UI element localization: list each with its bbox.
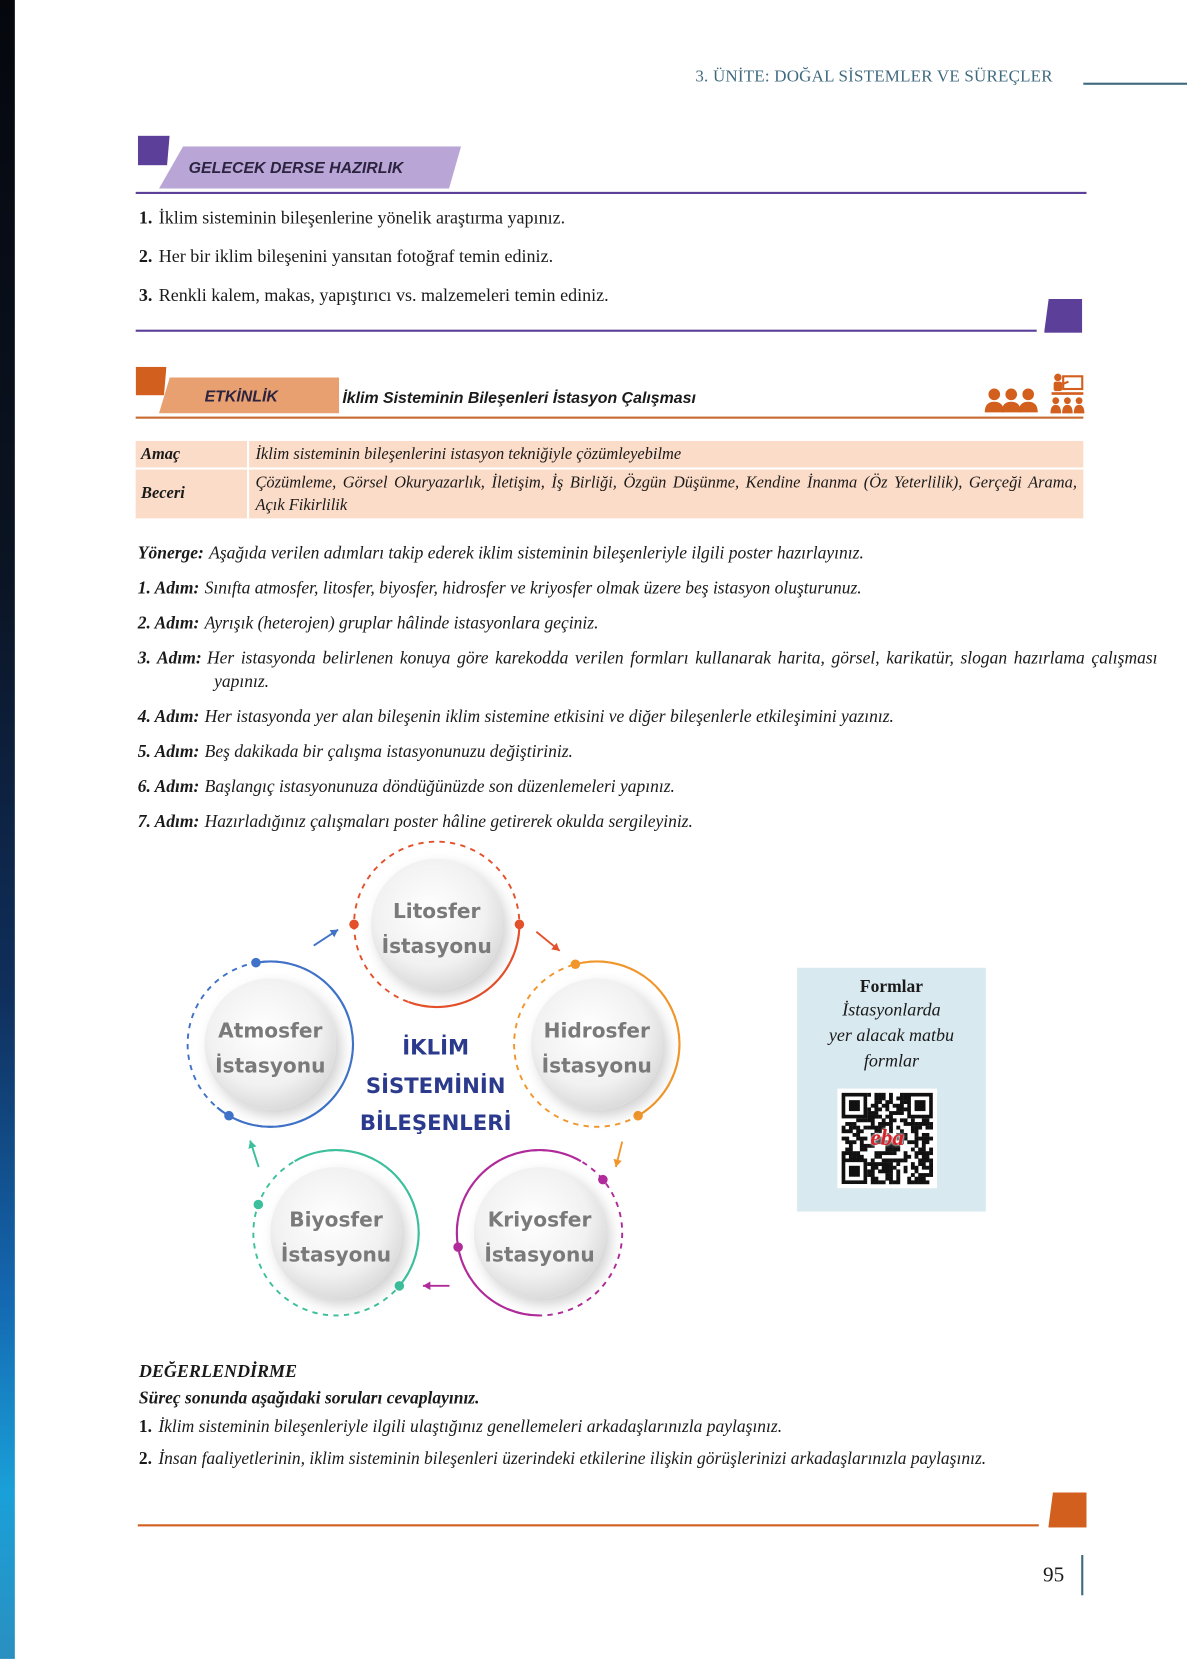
unit-header: 3. ÜNİTE: DOĞAL SİSTEMLER VE SÜREÇLER: [695, 67, 1053, 86]
item-number: 3.: [138, 285, 153, 306]
station-ring-dot: [515, 920, 525, 930]
step-text: Hazırladığınız çalışmaları poster hâline getirerek okulda sergileyiniz.: [204, 810, 693, 832]
item-number: 1.: [138, 207, 153, 228]
evaluation-item: [139, 1416, 1082, 1437]
eba-logo: eba: [870, 1123, 905, 1151]
station-disc: [270, 1167, 401, 1298]
step-label: 3. Adım:: [137, 647, 202, 668]
station-disc: [474, 1167, 605, 1298]
activity-label: ETKİNLİK: [204, 387, 278, 406]
step-text: Her istasyonda belirlenen konuya göre karekodda verilen formları kullanarak harita, görsel, karikatür, slogan hazırlama çalışması yapınız.: [206, 647, 1158, 692]
station-ring-dot: [571, 959, 581, 969]
step-label: 7. Adım:: [137, 810, 200, 832]
forms-desc-line: İstasyonlarda: [842, 999, 941, 1020]
step-label: 2. Adım:: [137, 612, 200, 633]
preparation-title: GELECEK DERSE HAZIRLIK: [188, 158, 404, 178]
step-label: 6. Adım:: [137, 775, 200, 797]
item-text: İklim sisteminin bileşenleriyle ilgili ulaştığınız genellemeleri arkadaşlarınızla paylaşınız.: [158, 1416, 783, 1437]
flow-arrow-icon: [314, 930, 338, 946]
item-text: İklim sisteminin bileşenlerine yönelik araştırma yapınız.: [158, 207, 566, 228]
station-ring-dot: [453, 1242, 463, 1252]
step-text: Sınıfta atmosfer, litosfer, biyosfer, hidrosfer ve kriyosfer olmak üzere beş istasyon oluşturunuz.: [204, 577, 862, 598]
instruction-label: Yönerge:: [137, 542, 204, 563]
item-text: İnsan faaliyetlerinin, iklim sisteminin bileşenleri üzerindeki etkilerine ilişkin görüşlerinizi arkadaşlarınızla paylaşınız.: [158, 1447, 987, 1469]
station-label: Hidrosfer: [543, 1018, 650, 1043]
divider: [138, 1524, 1039, 1526]
activity-title: İklim Sisteminin Bileşenleri İstasyon Çalışması: [342, 389, 696, 408]
instruction-text: Aşağıda verilen adımları takip ederek iklim sisteminin bileşenleriyle ilgili poster hazırlayınız.: [209, 542, 864, 563]
station-ring-dot: [251, 958, 261, 968]
station-label: İstasyonu: [280, 1242, 392, 1267]
evaluation-subtitle: Süreç sonunda aşağıdaki soruları cevaplayınız.: [138, 1387, 480, 1408]
station-ring-dot: [633, 1111, 643, 1121]
station-ring-dot: [254, 1200, 264, 1210]
flow-arrow-icon: [423, 1282, 450, 1290]
row-value: Çözümleme, Görsel Okuryazarlık, İletişim, İş Birliği, Özgün Düşünme, Kendine İnanma (Öz Yeterlilik), Gerçeği Arama, Açık Fikirlilik: [255, 473, 1077, 515]
station-atmosfer: [188, 958, 353, 1127]
flow-arrow-icon: [248, 1141, 258, 1168]
row-label: Beceri: [136, 470, 249, 519]
section-end-marker: [1048, 1492, 1086, 1527]
station-litosfer: [349, 842, 524, 1007]
evaluation-title: DEĞERLENDİRME: [138, 1361, 298, 1382]
station-label: Litosfer: [392, 898, 481, 923]
step-text: Her istasyonda yer alan bileşenin iklim sistemine etkisini ve diğer bileşenlerle etkileşimini yazınız.: [204, 705, 894, 727]
step-label: 1. Adım:: [137, 577, 200, 598]
flow-arrow-icon: [614, 1142, 623, 1167]
station-label: İstasyonu: [381, 933, 492, 958]
item-text: Renkli kalem, makas, yapıştırıcı vs. malzemeleri temin ediniz.: [158, 285, 609, 306]
station-label: Kriyosfer: [487, 1207, 592, 1232]
step-text: Ayrışık (heterojen) gruplar hâlinde istasyonlara geçiniz.: [204, 612, 599, 633]
station-hidrosfer: [514, 959, 679, 1126]
page-number-rule: [1081, 1555, 1083, 1595]
step-text: Başlangıç istasyonunuza döndüğünüzde son düzenlemeleri yapınız.: [204, 775, 675, 797]
station-label: İstasyonu: [541, 1053, 652, 1078]
station-label: Biyosfer: [289, 1207, 383, 1232]
step-label: 4. Adım:: [137, 705, 200, 727]
forms-desc-line: yer alacak matbu: [828, 1025, 955, 1046]
item-text: Her bir iklim bileşenini yansıtan fotoğraf temin ediniz.: [158, 245, 554, 267]
station-kriyosfer: [453, 1150, 622, 1315]
station-ring-dot: [224, 1111, 234, 1121]
qr-code[interactable]: [837, 1089, 937, 1189]
page-number: 95: [1043, 1563, 1065, 1587]
row-value: İklim sisteminin bileşenlerini istasyon tekniğiyle çözümleyebilme: [255, 445, 682, 464]
station-disc: [205, 978, 336, 1109]
step-label: 5. Adım:: [137, 740, 200, 762]
station-biyosfer: [253, 1150, 418, 1315]
diagram-center-line: SİSTEMİNİN: [365, 1072, 506, 1098]
forms-qr-box: [797, 968, 986, 1212]
flow-arrow-icon: [536, 932, 559, 951]
forms-desc-line: formlar: [863, 1050, 920, 1071]
station-disc: [371, 859, 502, 990]
step-text: Beş dakikada bir çalışma istasyonunuzu değiştiriniz.: [204, 740, 573, 762]
station-ring-dot: [349, 920, 359, 930]
station-label: İstasyonu: [484, 1242, 595, 1267]
diagram-center-line: İKLİM: [402, 1034, 470, 1060]
evaluation-item: [139, 1446, 1082, 1470]
row-label: Amaç: [136, 441, 249, 468]
item-number: 1.: [138, 1416, 152, 1437]
station-label: Atmosfer: [218, 1018, 323, 1043]
item-number: 2.: [138, 245, 153, 267]
item-number: 2.: [138, 1447, 152, 1469]
forms-title: Formlar: [859, 976, 924, 997]
station-disc: [531, 978, 662, 1109]
station-ring-dot: [598, 1175, 608, 1185]
station-ring-dot: [395, 1281, 405, 1291]
diagram-center-line: BİLEŞENLERİ: [359, 1109, 512, 1135]
station-label: İstasyonu: [215, 1053, 326, 1078]
